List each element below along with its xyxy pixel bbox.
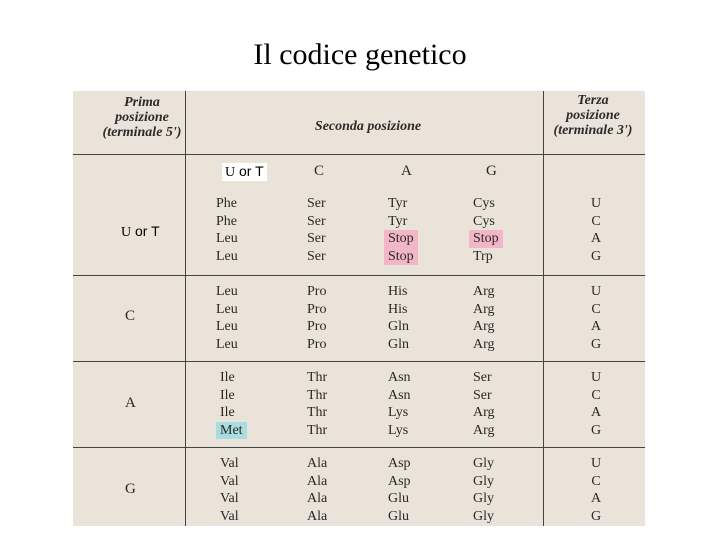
amino-acid: Gly xyxy=(473,508,494,524)
row-divider xyxy=(73,447,645,448)
amino-acid: Asp xyxy=(388,456,411,471)
amino-acid: Arg xyxy=(473,284,495,299)
amino-acid: Pro xyxy=(307,301,327,317)
amino-acid: Ala xyxy=(307,491,328,506)
amino-acid: Ser xyxy=(473,387,492,403)
row-divider xyxy=(73,275,645,276)
amino-acid: Thr xyxy=(307,370,328,385)
amino-acid: Leu xyxy=(216,301,238,317)
codon-col-u-row-g xyxy=(220,455,239,525)
amino-acid: Pro xyxy=(307,284,327,299)
amino-acid: Thr xyxy=(307,422,328,438)
amino-acid: Ser xyxy=(307,196,326,211)
second-position-header: Seconda posizione xyxy=(314,119,422,134)
codon-col-a-row-g xyxy=(388,455,411,525)
stop-codon: Stop xyxy=(384,230,418,248)
codon-col-a-row-a xyxy=(388,369,411,439)
codon-col-u-row-c xyxy=(216,283,238,353)
amino-acid: Lys xyxy=(388,422,409,438)
amino-acid: Arg xyxy=(473,422,495,438)
amino-acid: Arg xyxy=(473,405,495,420)
amino-acid: Leu xyxy=(216,336,238,352)
amino-acid: Thr xyxy=(307,387,328,403)
amino-acid: His xyxy=(388,284,408,299)
amino-acid: Cys xyxy=(473,213,495,229)
amino-acid: Ala xyxy=(307,473,328,489)
amino-acid: Leu xyxy=(216,319,238,334)
amino-acid: Ser xyxy=(473,370,492,385)
amino-acid: Gly xyxy=(473,473,494,489)
amino-acid: Tyr xyxy=(388,196,408,211)
codon-col-u-row-a xyxy=(216,369,247,439)
row-divider xyxy=(73,361,645,362)
amino-acid: Ile xyxy=(220,405,235,420)
codon-col-u-row-u xyxy=(216,195,238,265)
amino-acid: Ile xyxy=(220,370,235,385)
amino-acid: Trp xyxy=(473,248,493,264)
amino-acid: Phe xyxy=(216,213,237,229)
second-letter-g: G xyxy=(486,163,497,179)
stop-codon: Stop xyxy=(384,248,418,266)
amino-acid: Gly xyxy=(473,456,494,471)
amino-acid: Cys xyxy=(473,196,495,211)
second-letter-a: A xyxy=(401,163,412,179)
left-column-divider xyxy=(185,91,186,526)
amino-acid: Thr xyxy=(307,405,328,420)
amino-acid: His xyxy=(388,301,408,317)
amino-acid: Ile xyxy=(220,387,235,403)
first-position-u-or-t-label: U or T xyxy=(118,223,163,241)
amino-acid: Val xyxy=(220,491,239,506)
amino-acid: Val xyxy=(220,456,239,471)
codon-col-c-row-u xyxy=(307,195,326,265)
amino-acid: Ser xyxy=(307,231,326,246)
amino-acid: Phe xyxy=(216,196,237,211)
second-letter-c: C xyxy=(314,163,325,179)
header-divider xyxy=(73,154,645,155)
first-letter-c: C xyxy=(125,308,136,324)
stop-codon: Stop xyxy=(469,230,503,248)
codon-col-c-row-c xyxy=(307,283,326,353)
amino-acid: Asn xyxy=(388,370,411,385)
third-letters-row-g: U C A G xyxy=(590,456,602,524)
amino-acid: Asn xyxy=(388,387,411,403)
codon-col-g-row-a xyxy=(473,369,495,439)
amino-acid: Ser xyxy=(307,213,326,229)
first-position-header: Prima posizione (terminale 5') xyxy=(102,95,182,140)
codon-col-g-row-g xyxy=(473,455,494,525)
amino-acid: Leu xyxy=(216,231,238,246)
amino-acid: Ala xyxy=(307,456,328,471)
codon-col-c-row-g xyxy=(307,455,327,525)
amino-acid: Lys xyxy=(388,405,409,420)
slide-title: Il codice genetico xyxy=(253,38,467,71)
amino-acid: Gln xyxy=(388,336,409,352)
amino-acid: Gln xyxy=(388,319,409,334)
amino-acid: Arg xyxy=(473,319,495,334)
start-codon-met: Met xyxy=(216,422,247,440)
amino-acid: Pro xyxy=(307,319,327,334)
codon-col-a-row-u xyxy=(384,195,418,265)
amino-acid: Tyr xyxy=(388,213,408,229)
amino-acid: Ser xyxy=(307,248,326,264)
codon-col-g-row-u xyxy=(469,195,503,265)
first-letter-g: G xyxy=(125,481,136,497)
amino-acid: Glu xyxy=(388,491,409,506)
amino-acid: Ala xyxy=(307,508,328,524)
amino-acid: Glu xyxy=(388,508,409,524)
third-letters-row-u: U C A G xyxy=(590,196,602,264)
amino-acid: Val xyxy=(220,508,239,524)
amino-acid: Arg xyxy=(473,336,495,352)
amino-acid: Leu xyxy=(216,284,238,299)
amino-acid: Arg xyxy=(473,301,495,317)
first-letter-a: A xyxy=(125,395,136,411)
right-column-divider xyxy=(543,91,544,526)
third-letters-row-a: U C A G xyxy=(590,370,602,438)
codon-col-c-row-a xyxy=(307,369,327,439)
amino-acid: Val xyxy=(220,473,239,489)
amino-acid: Pro xyxy=(307,336,327,352)
amino-acid: Gly xyxy=(473,491,494,506)
amino-acid: Leu xyxy=(216,248,238,264)
third-position-header: Terza posizione (terminale 3') xyxy=(553,93,633,138)
genetic-code-table xyxy=(73,91,645,526)
amino-acid: Asp xyxy=(388,473,411,489)
codon-col-a-row-c xyxy=(388,283,409,353)
second-position-u-or-t-label: U or T xyxy=(222,163,267,181)
codon-col-g-row-c xyxy=(473,283,495,353)
third-letters-row-c: U C A G xyxy=(590,284,602,352)
